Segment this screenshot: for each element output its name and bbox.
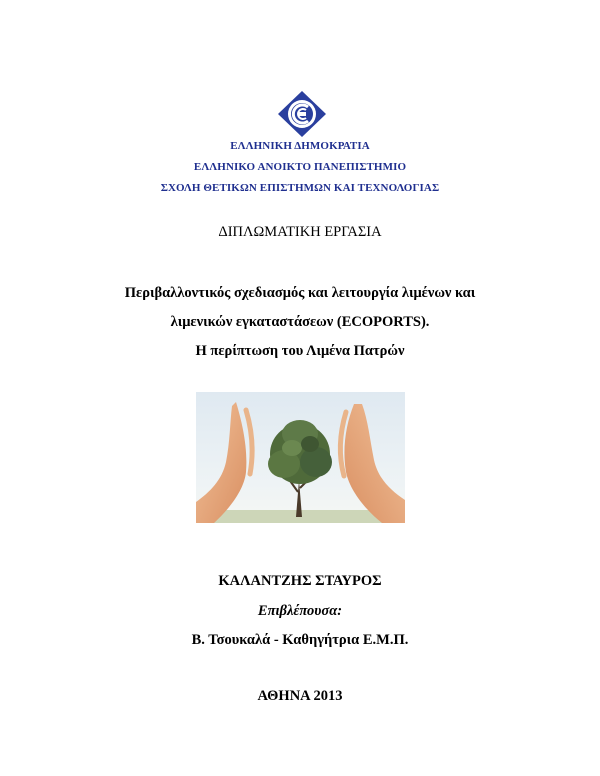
thesis-title-line-3: Η περίπτωση του Λιμένα Πατρών (195, 343, 405, 359)
document-type: ΔΙΠΛΩΜΑΤΙΚΗ ΕΡΓΑΣΙΑ (218, 224, 382, 240)
place-year: ΑΘΗΝΑ 2013 (257, 688, 343, 704)
university-logo-icon (277, 90, 327, 138)
country-name: ΕΛΛΗΝΙΚΗ ΔΗΜΟΚΡΑΤΙΑ (230, 140, 370, 152)
author-name: ΚΑΛΑΝΤΖΗΣ ΣΤΑΥΡΟΣ (218, 573, 382, 589)
supervisor-label: Επιβλέπουσα: (257, 603, 343, 619)
thesis-title-line-1: Περιβαλλοντικός σχεδιασμός και λειτουργία λιμένων και (124, 285, 476, 301)
cover-photo-hands-tree (196, 392, 405, 523)
thesis-title-line-2: λιμενικών εγκαταστάσεων (ECOPORTS). (170, 314, 430, 330)
school-name: ΣΧΟΛΗ ΘΕΤΙΚΩΝ ΕΠΙΣΤΗΜΩΝ ΚΑΙ ΤΕΧΝΟΛΟΓΙΑΣ (160, 182, 440, 194)
university-name: ΕΛΛΗΝΙΚΟ ΑΝΟΙΚΤΟ ΠΑΝΕΠΙΣΤΗΜΙΟ (193, 161, 407, 173)
supervisor-name: Β. Τσουκαλά - Καθηγήτρια Ε.Μ.Π. (191, 632, 409, 648)
